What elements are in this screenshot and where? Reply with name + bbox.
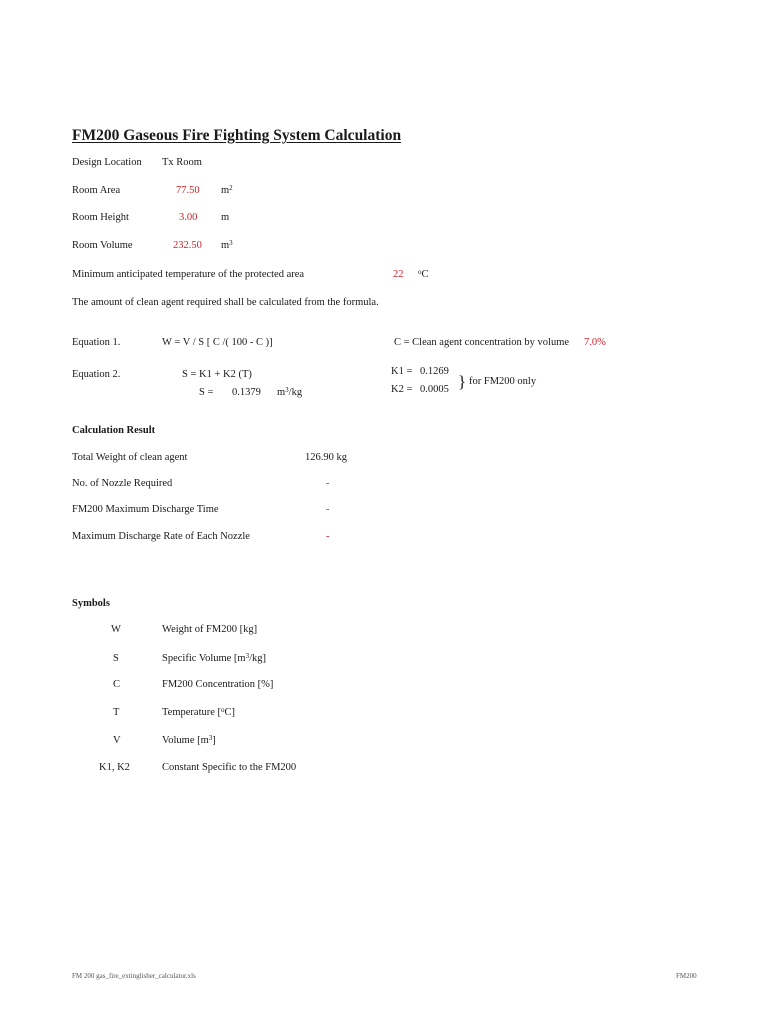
- symbol: T: [113, 707, 120, 718]
- room-volume-label: Room Volume: [72, 240, 133, 251]
- result-label: Total Weight of clean agent: [72, 452, 188, 463]
- result-value: -: [326, 531, 330, 542]
- symbol: V: [113, 735, 121, 746]
- results-heading: Calculation Result: [72, 425, 156, 436]
- room-area-unit: $m^2$: [221, 184, 233, 196]
- page-title: FM200 Gaseous Fire Fighting System Calculation: [72, 127, 402, 144]
- symbol: S: [113, 653, 119, 664]
- concentration-label: C = Clean agent concentration by volume: [394, 337, 570, 348]
- room-volume-value: 232.50: [173, 240, 202, 251]
- result-value: -: [326, 504, 330, 515]
- equation-1-formula: W = V / S [ C /( 100 - C )]: [162, 337, 273, 348]
- equation-1-label: Equation 1.: [72, 337, 121, 348]
- symbol-desc: Temperature [$^o$C]: [162, 706, 236, 718]
- footer-filename: FM 200 gas_fire_extinglisher_calculator.xls: [72, 972, 196, 980]
- k2-value: 0.0005: [420, 384, 449, 395]
- symbol: W: [111, 624, 121, 635]
- k-note: for FM200 only: [469, 376, 537, 387]
- symbol: K1, K2: [99, 762, 130, 773]
- s-value: 0.1379: [232, 387, 261, 398]
- formula-note: The amount of clean agent required shall be calculated from the formula.: [72, 297, 379, 308]
- result-label: No. of Nozzle Required: [72, 478, 173, 489]
- k1-value: 0.1269: [420, 366, 449, 377]
- room-height-label: Room Height: [72, 212, 129, 223]
- min-temp-unit: $^o$C: [418, 268, 429, 280]
- symbol: C: [113, 679, 121, 690]
- equation-2-formula: S = K1 + K2 (T): [182, 369, 252, 380]
- room-area-value: 77.50: [176, 185, 200, 196]
- brace-symbol: }: [458, 372, 467, 391]
- room-volume-unit: $m^3$: [221, 239, 233, 251]
- symbol-desc: Specific Volume $[m^3/kg]$: [162, 652, 267, 664]
- symbol-desc: Constant Specific to the FM200: [162, 762, 297, 773]
- k1-label: K1 =: [391, 366, 413, 377]
- symbol-desc: FM200 Concentration [%]: [162, 679, 274, 690]
- result-value: 126.90 kg: [305, 452, 347, 463]
- footer-sheet-name: FM200: [676, 972, 697, 980]
- symbols-heading: Symbols: [72, 598, 110, 609]
- k2-label: K2 =: [391, 384, 413, 395]
- design-location-label: Design Location: [72, 157, 142, 168]
- result-value: -: [326, 478, 330, 489]
- result-label: FM200 Maximum Discharge Time: [72, 504, 219, 515]
- room-height-value: 3.00: [179, 212, 198, 223]
- min-temp-value: 22: [393, 269, 404, 280]
- symbol-desc: Weight of FM200 [kg]: [162, 624, 258, 635]
- design-location-value: Tx Room: [162, 157, 202, 168]
- result-label: Maximum Discharge Rate of Each Nozzle: [72, 531, 250, 542]
- symbol-desc: Volume $[m^3]$: [162, 734, 216, 746]
- min-temp-label: Minimum anticipated temperature of the protected area: [72, 269, 305, 280]
- s-unit: $m^3/kg$: [277, 386, 303, 398]
- equation-2-label: Equation 2.: [72, 369, 121, 380]
- concentration-value: 7.0%: [584, 337, 606, 348]
- s-label: S =: [199, 387, 214, 398]
- room-area-label: Room Area: [72, 185, 121, 196]
- room-height-unit: m: [221, 212, 230, 223]
